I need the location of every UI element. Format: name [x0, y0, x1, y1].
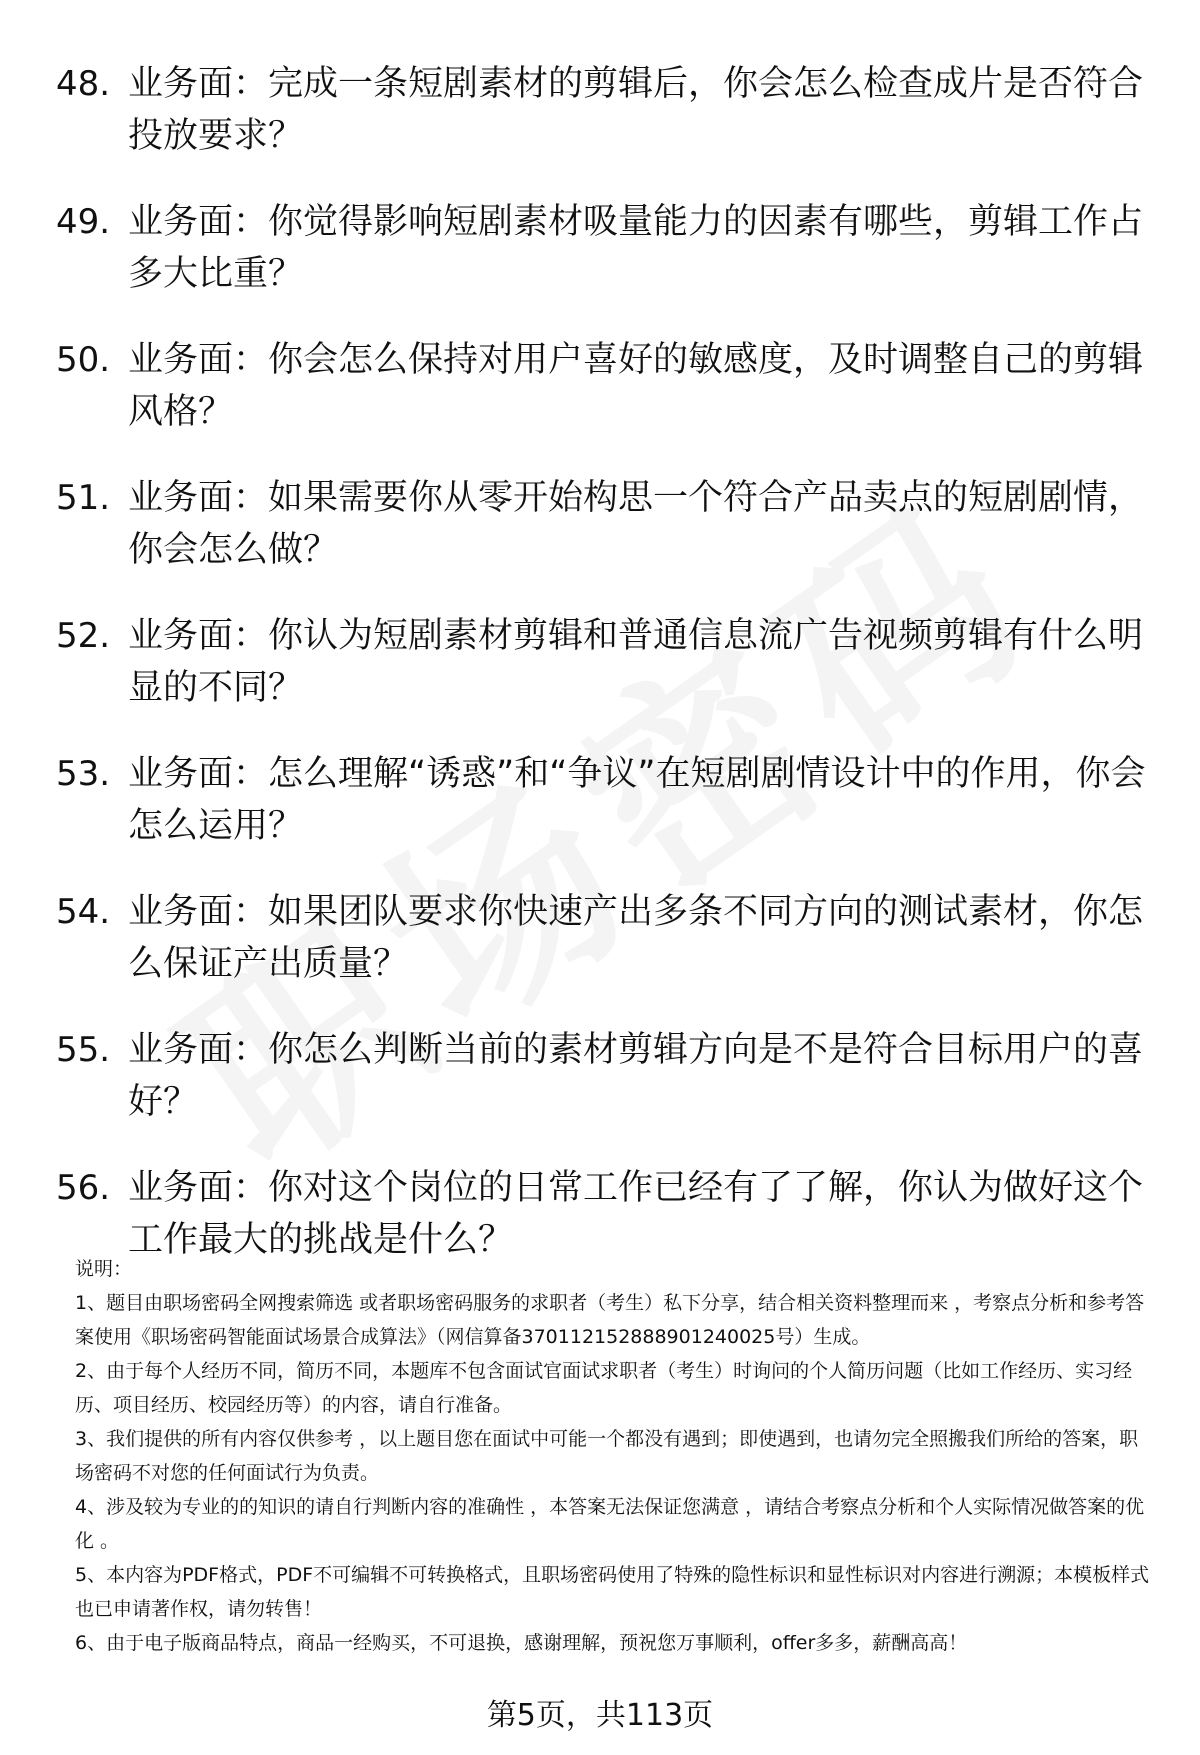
note-item: 4、涉及较为专业的的知识的请自行判断内容的准确性 ，本答案无法保证您满意 ，请结合考察点分析和个人实际情况做答案的优化 。 — [75, 1496, 1145, 1552]
question-item — [56, 610, 1146, 714]
question-number: 53. — [56, 754, 111, 794]
notes-section — [75, 1252, 1155, 1660]
question-text: 业务面：你会怎么保持对用户喜好的敏感度，及时调整自己的剪辑风格？ — [128, 340, 1144, 432]
note-item: 5、本内容为PDF格式，PDF不可编辑不可转换格式，且职场密码使用了特殊的隐性标识和显性标识对内容进行溯源；本模板样式也已申请著作权，请勿转售！ — [75, 1564, 1150, 1620]
question-text: 业务面：你认为短剧素材剪辑和普通信息流广告视频剪辑有什么明显的不同？ — [128, 616, 1144, 708]
question-number: 49. — [56, 202, 111, 242]
notes-title: 说明： — [75, 1258, 133, 1280]
question-list — [56, 58, 1146, 1300]
question-text: 业务面：你怎么判断当前的素材剪辑方向是不是符合目标用户的喜好？ — [128, 1030, 1144, 1122]
note-item: 6、由于电子版商品特点，商品一经购买，不可退换，感谢理解，预祝您万事顺利，offer多多，薪酬高高！ — [75, 1632, 968, 1654]
question-item — [56, 334, 1146, 438]
question-number: 52. — [56, 616, 111, 656]
question-item — [56, 886, 1146, 990]
note-item: 1、题目由职场密码全网搜索筛选 或者职场密码服务的求职者（考生）私下分享，结合相关资料整理而来 ，考察点分析和参考答案使用《职场密码智能面试场景合成算法》（网信算备370112152888901240025号）生成。 — [75, 1292, 1145, 1348]
question-number: 51. — [56, 478, 111, 518]
question-number: 50. — [56, 340, 111, 380]
question-text: 业务面：如果需要你从零开始构思一个符合产品卖点的短剧剧情，你会怎么做？ — [128, 478, 1144, 570]
question-number: 56. — [56, 1168, 111, 1208]
question-item — [56, 748, 1146, 852]
question-text: 业务面：完成一条短剧素材的剪辑后，你会怎么检查成片是否符合投放要求？ — [128, 64, 1144, 156]
question-number: 48. — [56, 64, 111, 104]
question-text: 业务面：怎么理解“诱惑”和“争议”在短剧剧情设计中的作用，你会怎么运用？ — [128, 754, 1146, 846]
question-item — [56, 196, 1146, 300]
page-footer: 第5页，共113页 — [486, 1698, 714, 1733]
question-text: 业务面：你对这个岗位的日常工作已经有了了解，你认为做好这个工作最大的挑战是什么？ — [128, 1168, 1144, 1260]
question-item — [56, 1162, 1146, 1266]
question-item — [56, 58, 1146, 162]
question-text: 业务面：如果团队要求你快速产出多条不同方向的测试素材，你怎么保证产出质量？ — [128, 892, 1144, 984]
question-item — [56, 1024, 1146, 1128]
question-item — [56, 472, 1146, 576]
question-number: 54. — [56, 892, 111, 932]
question-text: 业务面：你觉得影响短剧素材吸量能力的因素有哪些，剪辑工作占多大比重？ — [128, 202, 1144, 294]
note-item: 3、我们提供的所有内容仅供参考 ，以上题目您在面试中可能一个都没有遇到；即使遇到，也请勿完全照搬我们所给的答案，职场密码不对您的任何面试行为负责。 — [75, 1428, 1139, 1484]
question-number: 55. — [56, 1030, 111, 1070]
note-item: 2、由于每个人经历不同，简历不同，本题库不包含面试官面试求职者（考生）时询问的个人简历问题（比如工作经历、实习经历、项目经历、校园经历等）的内容，请自行准备。 — [75, 1360, 1133, 1416]
